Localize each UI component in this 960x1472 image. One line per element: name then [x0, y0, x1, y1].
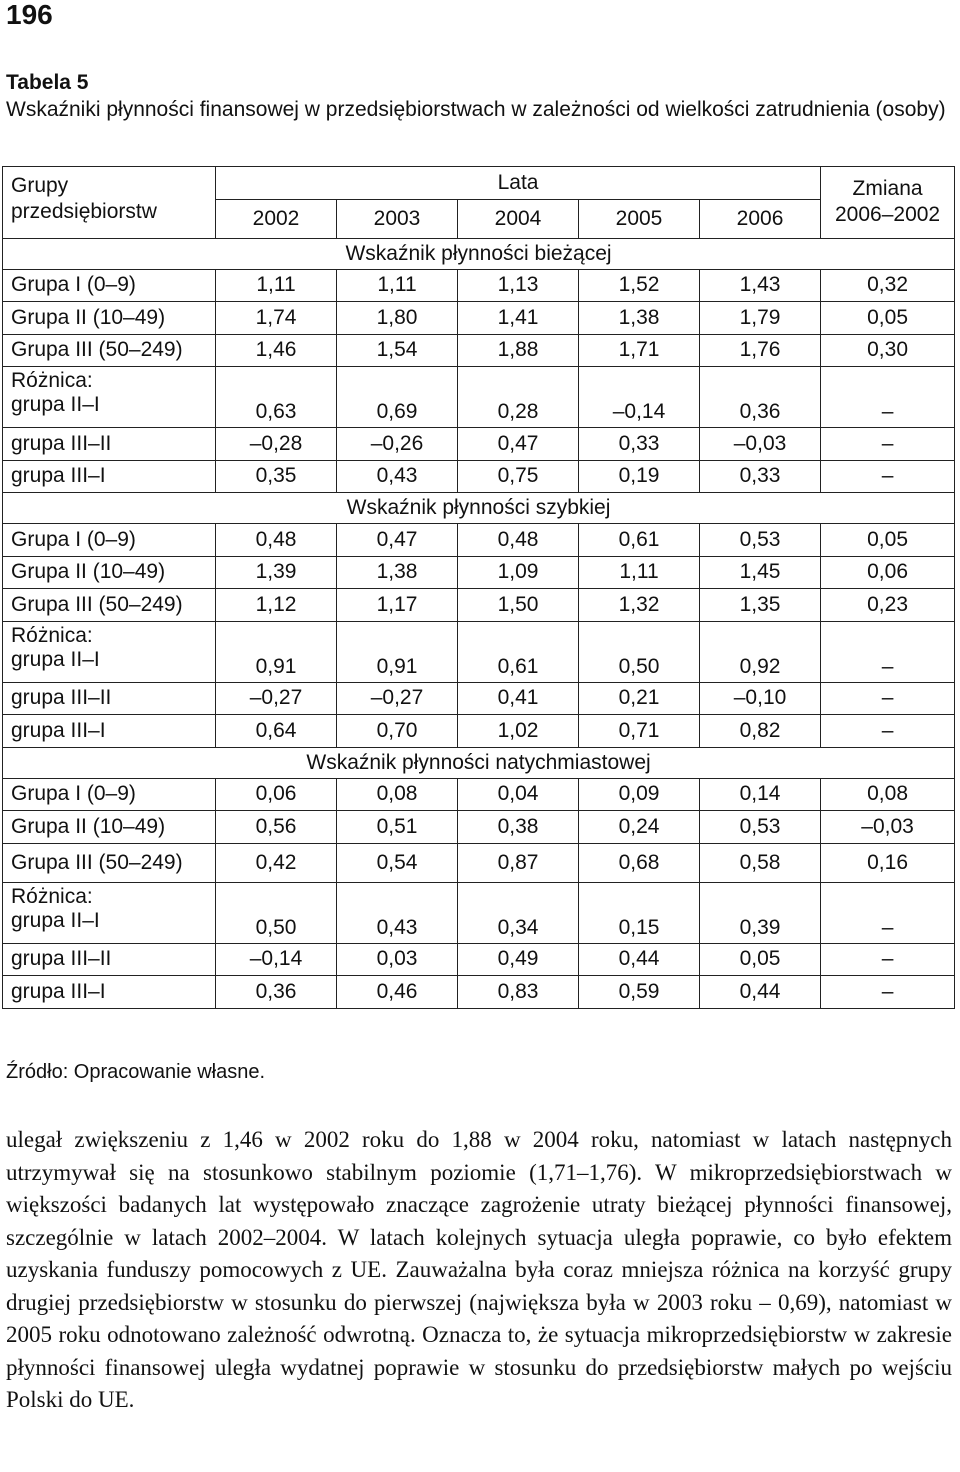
table-row — [3, 778, 955, 811]
value-cell: 0,68 — [579, 843, 700, 882]
value-cell: 0,91 — [337, 621, 458, 682]
row-label: Grupa II (10–49) — [3, 556, 216, 589]
row-label: grupa III–I — [3, 715, 216, 748]
value-cell: 0,56 — [216, 811, 337, 844]
value-cell: 0,61 — [458, 621, 579, 682]
value-cell: 0,19 — [579, 460, 700, 493]
body-paragraph — [6, 1124, 952, 1417]
value-cell: 0,58 — [700, 843, 821, 882]
value-cell: –0,27 — [216, 682, 337, 715]
change-cell: 0,08 — [821, 778, 955, 811]
value-cell: 0,09 — [579, 778, 700, 811]
value-cell: 0,15 — [579, 882, 700, 943]
header-row-1 — [3, 167, 955, 200]
value-cell: –0,14 — [579, 367, 700, 428]
change-cell: – — [821, 976, 955, 1009]
value-cell: 0,69 — [337, 367, 458, 428]
value-cell: 1,11 — [579, 556, 700, 589]
table-row — [3, 811, 955, 844]
value-cell: 1,43 — [700, 269, 821, 302]
row-label: Grupa I (0–9) — [3, 524, 216, 557]
value-cell: 0,75 — [458, 460, 579, 493]
row-label: grupa III–I — [3, 976, 216, 1009]
table-row — [3, 843, 955, 882]
value-cell: 0,53 — [700, 811, 821, 844]
value-cell: 0,71 — [579, 715, 700, 748]
value-cell: 1,02 — [458, 715, 579, 748]
value-cell: 1,11 — [337, 269, 458, 302]
value-cell: –0,27 — [337, 682, 458, 715]
row-label: Grupa I (0–9) — [3, 778, 216, 811]
table-row — [3, 589, 955, 622]
value-cell: 1,35 — [700, 589, 821, 622]
section-title-row — [3, 238, 955, 269]
value-cell: 0,64 — [216, 715, 337, 748]
value-cell: 0,59 — [579, 976, 700, 1009]
change-cell: 0,32 — [821, 269, 955, 302]
value-cell: 0,46 — [337, 976, 458, 1009]
value-cell: 1,79 — [700, 302, 821, 335]
table-label: Tabela 5 — [6, 71, 89, 94]
lata-header: Lata — [216, 167, 821, 200]
row-label: Grupa II (10–49) — [3, 811, 216, 844]
value-cell: 1,13 — [458, 269, 579, 302]
value-cell: 0,47 — [337, 524, 458, 557]
table-row — [3, 524, 955, 557]
change-cell: 0,05 — [821, 524, 955, 557]
year-header: 2002 — [216, 199, 337, 238]
value-cell: 0,87 — [458, 843, 579, 882]
value-cell: 0,49 — [458, 943, 579, 976]
table-row — [3, 556, 955, 589]
table-row — [3, 943, 955, 976]
value-cell: 1,32 — [579, 589, 700, 622]
value-cell: 0,36 — [700, 367, 821, 428]
value-cell: 0,14 — [700, 778, 821, 811]
zmiana-header: Zmiana 2006–2002 — [821, 167, 955, 239]
value-cell: 1,71 — [579, 334, 700, 367]
page-number: 196 — [6, 0, 53, 30]
change-cell: 0,16 — [821, 843, 955, 882]
change-cell: 0,30 — [821, 334, 955, 367]
change-cell: – — [821, 367, 955, 428]
value-cell: –0,26 — [337, 428, 458, 461]
value-cell: 1,46 — [216, 334, 337, 367]
year-header: 2004 — [458, 199, 579, 238]
change-cell: – — [821, 460, 955, 493]
year-header: 2005 — [579, 199, 700, 238]
table-row — [3, 367, 955, 428]
diff-row-label: grupa II–I — [11, 647, 100, 671]
row-label: Grupa III (50–249) — [3, 589, 216, 622]
value-cell: 0,35 — [216, 460, 337, 493]
diff-title: Różnica: — [11, 623, 93, 647]
value-cell: 0,33 — [579, 428, 700, 461]
value-cell: 0,21 — [579, 682, 700, 715]
value-cell: 0,44 — [700, 976, 821, 1009]
value-cell: 0,41 — [458, 682, 579, 715]
value-cell: 0,06 — [216, 778, 337, 811]
value-cell: 1,17 — [337, 589, 458, 622]
body-text: ulegał zwiększeniu z 1,46 w 2002 roku do 1,88 w 2004 roku, natomiast w latach następnych utrzymywał się na stosunkowo stabilnym poziomie (1,71–1,76). W mikroprzedsiębiorstwach w większości badanych lat występowało znaczące zagrożenie utraty bieżącej płynności finansowej, szczególnie w latach 2002–2004. W latach kolejnych sytuacja uległa poprawie, co było efektem uzyskania funduszy pomocowych z UE. Zauważalna była coraz mniejsza różnica na korzyść grupy drugiej przedsiębiorstw w stosunku do pierwszej (największa była w 2003 roku – 0,69), natomiast w 2005 roku odnotowano zależność odwrotną. Oznacza to, że sytuacja mikroprzedsiębiorstw w zakresie płynności finansowej uległa wydatnej poprawie w stosunku do przedsiębiorstw małych po wejściu Polski do UE. — [6, 1127, 952, 1412]
value-cell: –0,10 — [700, 682, 821, 715]
diff-title: Różnica: — [11, 369, 93, 392]
year-header: 2006 — [700, 199, 821, 238]
table-body — [3, 167, 955, 1009]
row-label: Grupa I (0–9) — [3, 269, 216, 302]
value-cell: 0,48 — [216, 524, 337, 557]
value-cell: 1,80 — [337, 302, 458, 335]
change-cell: – — [821, 621, 955, 682]
value-cell: 0,91 — [216, 621, 337, 682]
change-cell: – — [821, 428, 955, 461]
change-cell: 0,05 — [821, 302, 955, 335]
row-label: grupa III–I — [3, 460, 216, 493]
row-label: Grupa II (10–49) — [3, 302, 216, 335]
value-cell: 0,48 — [458, 524, 579, 557]
value-cell: 0,92 — [700, 621, 821, 682]
table-row — [3, 428, 955, 461]
value-cell: 0,53 — [700, 524, 821, 557]
value-cell: –0,28 — [216, 428, 337, 461]
row-label — [3, 882, 216, 943]
value-cell: 0,44 — [579, 943, 700, 976]
table-row — [3, 460, 955, 493]
change-cell: – — [821, 882, 955, 943]
value-cell: 0,38 — [458, 811, 579, 844]
value-cell: 0,54 — [337, 843, 458, 882]
section-title: Wskaźnik płynności szybkiej — [3, 493, 955, 524]
liquidity-table — [2, 166, 955, 1009]
diff-row-label: grupa II–I — [11, 393, 100, 416]
section-title: Wskaźnik płynności natychmiastowej — [3, 747, 955, 778]
row-label — [3, 621, 216, 682]
value-cell: 1,39 — [216, 556, 337, 589]
value-cell: 0,08 — [337, 778, 458, 811]
value-cell: 0,83 — [458, 976, 579, 1009]
value-cell: 0,05 — [700, 943, 821, 976]
value-cell: 1,76 — [700, 334, 821, 367]
section-title-row — [3, 747, 955, 778]
value-cell: 1,11 — [216, 269, 337, 302]
value-cell: 0,50 — [216, 882, 337, 943]
change-cell: 0,23 — [821, 589, 955, 622]
row-label — [3, 367, 216, 428]
table-row — [3, 334, 955, 367]
table-row — [3, 715, 955, 748]
value-cell: 1,54 — [337, 334, 458, 367]
value-cell: 0,63 — [216, 367, 337, 428]
value-cell: 1,12 — [216, 589, 337, 622]
value-cell: 1,74 — [216, 302, 337, 335]
change-cell: 0,06 — [821, 556, 955, 589]
row-label: grupa III–II — [3, 682, 216, 715]
value-cell: 0,70 — [337, 715, 458, 748]
value-cell: 0,42 — [216, 843, 337, 882]
row-label: Grupa III (50–249) — [3, 843, 216, 882]
change-cell: – — [821, 715, 955, 748]
section-title: Wskaźnik płynności bieżącej — [3, 238, 955, 269]
diff-row-label: grupa II–I — [11, 908, 100, 932]
value-cell: 1,09 — [458, 556, 579, 589]
year-header: 2003 — [337, 199, 458, 238]
value-cell: 1,52 — [579, 269, 700, 302]
value-cell: 0,51 — [337, 811, 458, 844]
change-cell: – — [821, 943, 955, 976]
table-row — [3, 882, 955, 943]
value-cell: –0,14 — [216, 943, 337, 976]
table-row — [3, 976, 955, 1009]
value-cell: 0,33 — [700, 460, 821, 493]
value-cell: 0,03 — [337, 943, 458, 976]
value-cell: 0,39 — [700, 882, 821, 943]
value-cell: 0,61 — [579, 524, 700, 557]
row-label: grupa III–II — [3, 943, 216, 976]
value-cell: 0,24 — [579, 811, 700, 844]
value-cell: 1,38 — [579, 302, 700, 335]
value-cell: 1,41 — [458, 302, 579, 335]
value-cell: 0,50 — [579, 621, 700, 682]
value-cell: 0,82 — [700, 715, 821, 748]
value-cell: –0,03 — [700, 428, 821, 461]
value-cell: 1,88 — [458, 334, 579, 367]
value-cell: 0,28 — [458, 367, 579, 428]
table-row — [3, 269, 955, 302]
table-row — [3, 621, 955, 682]
value-cell: 0,47 — [458, 428, 579, 461]
table-source: Źródło: Opracowanie własne. — [6, 1061, 266, 1083]
diff-title: Różnica: — [11, 884, 93, 908]
change-cell: –0,03 — [821, 811, 955, 844]
value-cell: 1,38 — [337, 556, 458, 589]
groups-header: Grupy przedsiębiorstw — [3, 167, 216, 239]
row-label: grupa III–II — [3, 428, 216, 461]
value-cell: 0,34 — [458, 882, 579, 943]
value-cell: 0,36 — [216, 976, 337, 1009]
table-row — [3, 682, 955, 715]
value-cell: 0,04 — [458, 778, 579, 811]
value-cell: 1,45 — [700, 556, 821, 589]
value-cell: 0,43 — [337, 882, 458, 943]
table-title: Wskaźniki płynności finansowej w przedsiębiorstwach w zależności od wielkości zatrudnienia (osoby) — [6, 98, 946, 121]
change-cell: – — [821, 682, 955, 715]
table-row — [3, 302, 955, 335]
value-cell: 1,50 — [458, 589, 579, 622]
section-title-row — [3, 493, 955, 524]
value-cell: 0,43 — [337, 460, 458, 493]
row-label: Grupa III (50–249) — [3, 334, 216, 367]
